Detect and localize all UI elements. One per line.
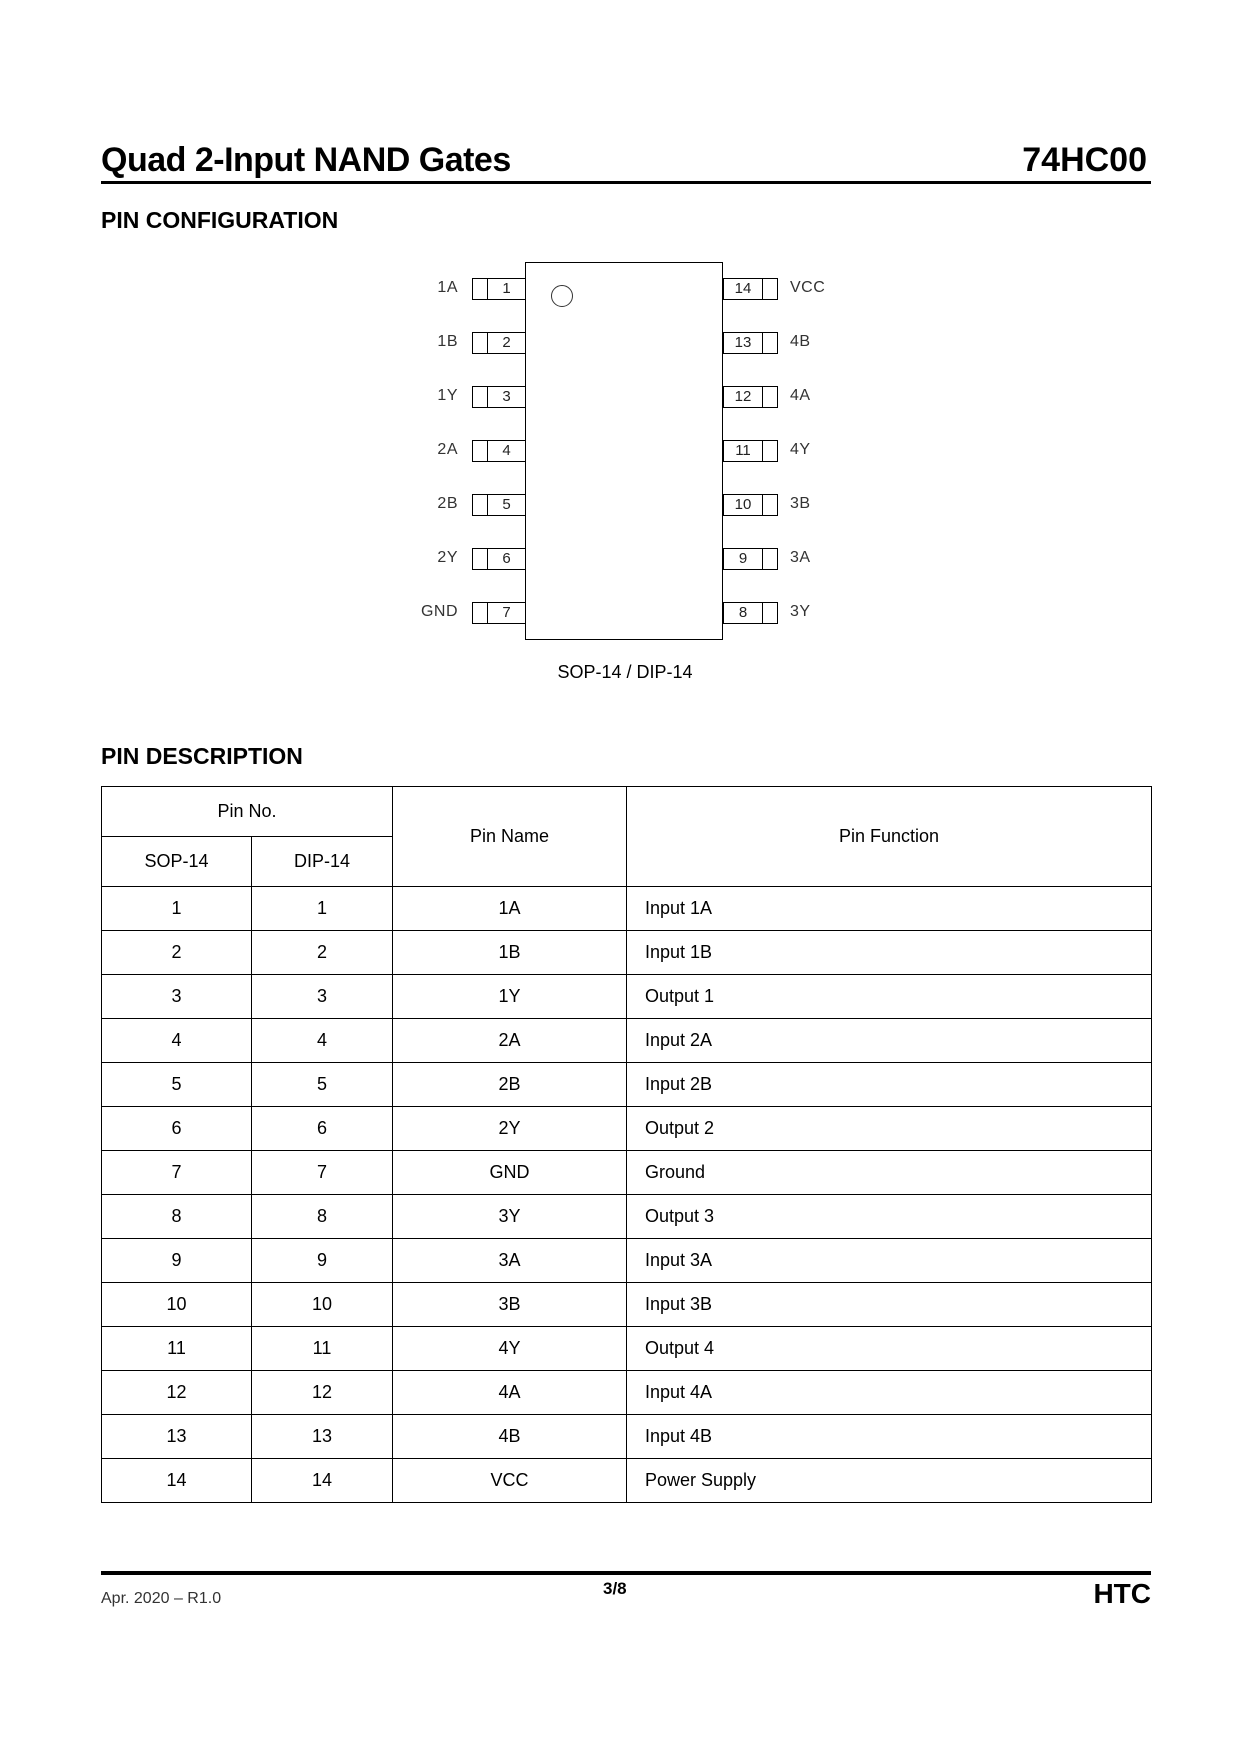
cell-sop: 7 [102, 1151, 252, 1195]
header-dip: DIP-14 [252, 837, 393, 887]
brand-logo: HTC [1093, 1578, 1151, 1609]
pin-box [472, 548, 526, 570]
pin-box [723, 278, 778, 300]
chip-body [525, 262, 723, 640]
pin-number: 4 [502, 442, 511, 459]
cell-sop: 12 [102, 1371, 252, 1415]
cell-name: 1B [393, 931, 627, 975]
table-row [102, 975, 1152, 1019]
pin-label: 4A [790, 387, 811, 404]
cell-function: Ground [627, 1151, 1152, 1195]
cell-function: Input 2A [627, 1019, 1152, 1063]
document-title: Quad 2-Input NAND Gates [101, 141, 511, 179]
cell-function: Input 4A [627, 1371, 1152, 1415]
cell-dip: 14 [252, 1459, 393, 1503]
header-pin-no: Pin No. [102, 787, 393, 837]
pin-number: 3 [502, 388, 511, 405]
cell-name: VCC [393, 1459, 627, 1503]
pin-number: 9 [738, 550, 748, 567]
pin-number: 12 [734, 388, 752, 405]
cell-name: 3Y [393, 1195, 627, 1239]
cell-sop: 13 [102, 1415, 252, 1459]
pin-label: 1A [437, 279, 458, 296]
pin-label: 4B [790, 333, 811, 350]
table-row [102, 1195, 1152, 1239]
table-row [102, 887, 1152, 931]
cell-name: 3A [393, 1239, 627, 1283]
table-row [102, 1063, 1152, 1107]
cell-sop: 10 [102, 1283, 252, 1327]
pin-number: 8 [738, 604, 748, 621]
cell-dip: 9 [252, 1239, 393, 1283]
pin-label: GND [420, 603, 458, 620]
cell-name: 2B [393, 1063, 627, 1107]
pin-description-table [101, 786, 1152, 1503]
cell-function: Output 2 [627, 1107, 1152, 1151]
pin-label: VCC [790, 279, 826, 296]
cell-name: 4B [393, 1415, 627, 1459]
pin-number: 6 [502, 550, 511, 567]
cell-dip: 4 [252, 1019, 393, 1063]
pin-label: 4Y [790, 441, 811, 458]
pin-number: 7 [502, 604, 511, 621]
pin-box [472, 602, 526, 624]
cell-function: Output 3 [627, 1195, 1152, 1239]
pin-label: 3Y [790, 603, 811, 620]
footer-rule [101, 1571, 1151, 1575]
pin-box [723, 548, 778, 570]
cell-dip: 1 [252, 887, 393, 931]
pin-box [472, 332, 526, 354]
table-row [102, 931, 1152, 975]
pin-number: 5 [502, 496, 511, 513]
cell-name: GND [393, 1151, 627, 1195]
pin-box [723, 440, 778, 462]
cell-sop: 6 [102, 1107, 252, 1151]
revision-date: Apr. 2020 – R1.0 [101, 1590, 222, 1607]
cell-sop: 11 [102, 1327, 252, 1371]
pin-number: 10 [734, 496, 752, 513]
pin-label: 1Y [437, 387, 458, 404]
cell-sop: 9 [102, 1239, 252, 1283]
cell-dip: 13 [252, 1415, 393, 1459]
cell-function: Output 1 [627, 975, 1152, 1019]
header-sop: SOP-14 [102, 837, 252, 887]
cell-function: Input 3B [627, 1283, 1152, 1327]
cell-function: Input 3A [627, 1239, 1152, 1283]
header-rule [101, 181, 1151, 184]
cell-dip: 2 [252, 931, 393, 975]
pin-label: 1B [437, 333, 458, 350]
cell-dip: 6 [252, 1107, 393, 1151]
cell-dip: 8 [252, 1195, 393, 1239]
cell-dip: 5 [252, 1063, 393, 1107]
table-row [102, 1327, 1152, 1371]
cell-sop: 3 [102, 975, 252, 1019]
cell-function: Input 1B [627, 931, 1152, 975]
pin-configuration-heading: PIN CONFIGURATION [101, 207, 339, 233]
cell-dip: 10 [252, 1283, 393, 1327]
header-pin-name: Pin Name [393, 787, 627, 887]
cell-sop: 14 [102, 1459, 252, 1503]
pin1-marker-icon [551, 285, 573, 307]
pin-box [723, 386, 778, 408]
pin-label: 2Y [437, 549, 458, 566]
pin-box [723, 332, 778, 354]
cell-sop: 2 [102, 931, 252, 975]
cell-name: 1A [393, 887, 627, 931]
cell-dip: 12 [252, 1371, 393, 1415]
cell-function: Input 1A [627, 887, 1152, 931]
page-number: 3/8 [603, 1579, 627, 1598]
pin-label: 2A [437, 441, 458, 458]
pin-box [472, 440, 526, 462]
pin-box [472, 494, 526, 516]
pin-number: 14 [734, 280, 752, 297]
pin-box [472, 278, 526, 300]
table-row [102, 1415, 1152, 1459]
pin-number: 13 [734, 334, 752, 351]
cell-function: Output 4 [627, 1327, 1152, 1371]
cell-name: 4Y [393, 1327, 627, 1371]
cell-name: 1Y [393, 975, 627, 1019]
pin-number: 11 [735, 442, 751, 459]
package-caption: SOP-14 / DIP-14 [557, 662, 693, 682]
cell-name: 3B [393, 1283, 627, 1327]
table-row [102, 1283, 1152, 1327]
pin-label: 3B [790, 495, 811, 512]
pin-box [723, 494, 778, 516]
pin-box [723, 602, 778, 624]
table-header-row [102, 787, 1152, 837]
cell-function: Input 4B [627, 1415, 1152, 1459]
cell-function: Power Supply [627, 1459, 1152, 1503]
pin-number: 1 [502, 280, 511, 297]
table-row [102, 1107, 1152, 1151]
cell-sop: 4 [102, 1019, 252, 1063]
cell-name: 4A [393, 1371, 627, 1415]
table-row [102, 1239, 1152, 1283]
table-row [102, 1371, 1152, 1415]
pin-number: 2 [502, 334, 511, 351]
cell-dip: 7 [252, 1151, 393, 1195]
table-row [102, 1151, 1152, 1195]
cell-sop: 5 [102, 1063, 252, 1107]
table-row [102, 1019, 1152, 1063]
header-pin-function: Pin Function [627, 787, 1152, 887]
part-number: 74HC00 [1022, 141, 1147, 179]
table-row [102, 1459, 1152, 1503]
cell-sop: 1 [102, 887, 252, 931]
pin-label: 3A [790, 549, 811, 566]
cell-name: 2A [393, 1019, 627, 1063]
cell-sop: 8 [102, 1195, 252, 1239]
pin-description-heading: PIN DESCRIPTION [101, 743, 303, 769]
cell-function: Input 2B [627, 1063, 1152, 1107]
cell-dip: 3 [252, 975, 393, 1019]
cell-dip: 11 [252, 1327, 393, 1371]
pin-box [472, 386, 526, 408]
cell-name: 2Y [393, 1107, 627, 1151]
pin-label: 2B [437, 495, 458, 512]
